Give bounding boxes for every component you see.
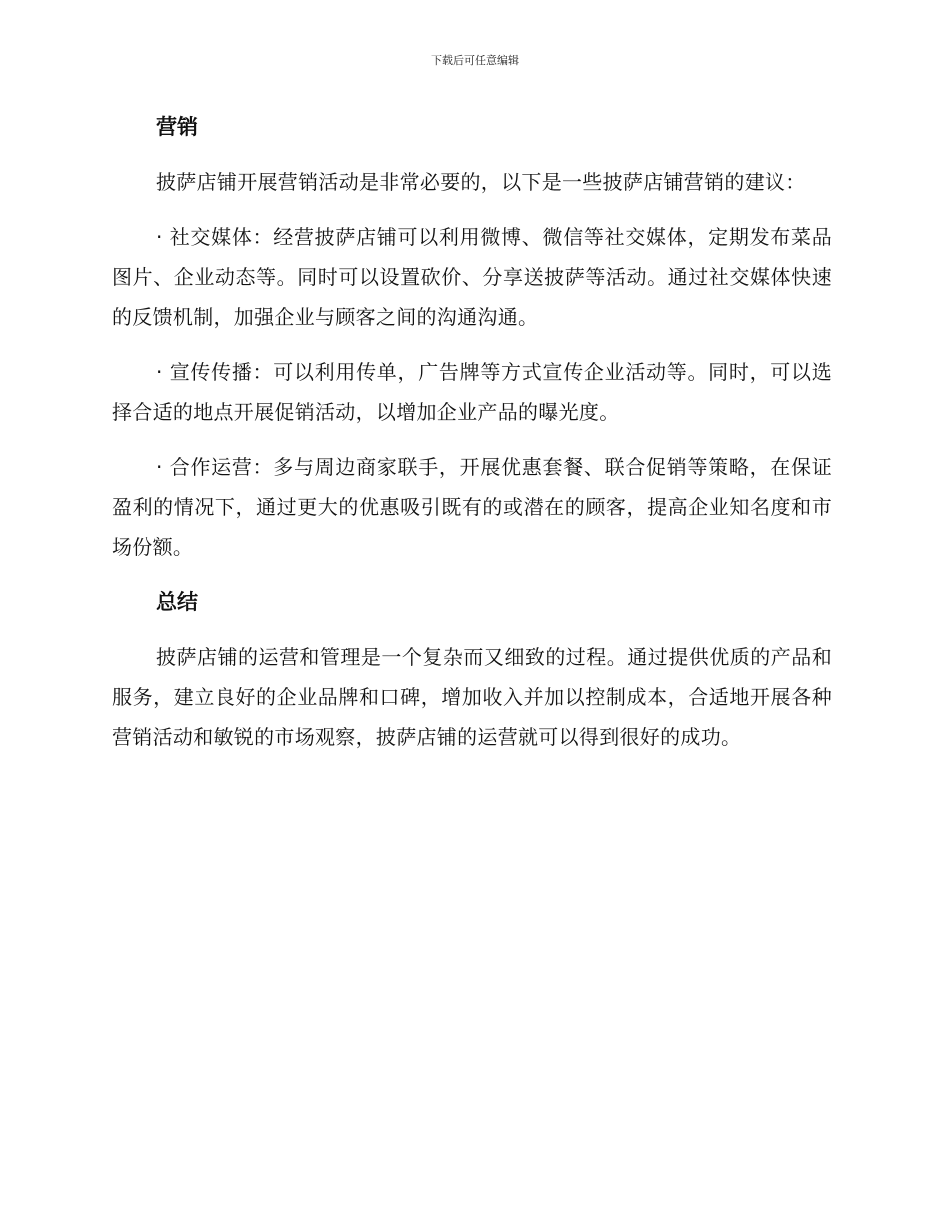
paragraph-social-media: · 社交媒体：经营披萨店铺可以利用微博、微信等社交媒体，定期发布菜品图片、企业动态等。同时可以设置砍价、分享送披萨等活动。通过社交媒体快速的反馈机制，加强企业与顾客之间的沟通沟通。 xyxy=(112,225,832,329)
section-heading-marketing: 营销 xyxy=(156,115,198,139)
paragraph-promotion: · 宣传传播：可以利用传单，广告牌等方式宣传企业活动等。同时，可以选择合适的地点开展促销活动，以增加企业产品的曝光度。 xyxy=(112,360,832,424)
paragraph-marketing-intro: 披萨店铺开展营销活动是非常必要的，以下是一些披萨店铺营销的建议： xyxy=(156,170,806,194)
page-header-note: 下载后可任意编辑 xyxy=(431,54,519,67)
section-heading-summary: 总结 xyxy=(156,590,198,614)
paragraph-summary: 披萨店铺的运营和管理是一个复杂而又细致的过程。通过提供优质的产品和服务，建立良好的企业品牌和口碑，增加收入并加以控制成本，合适地开展各种营销活动和敏锐的市场观察，披萨店铺的运营就可以得到很好的成功。 xyxy=(112,645,832,749)
document-body xyxy=(112,110,832,757)
paragraph-cooperation: · 合作运营：多与周边商家联手，开展优惠套餐、联合促销等策略，在保证盈利的情况下，通过更大的优惠吸引既有的或潜在的顾客，提高企业知名度和市场份额。 xyxy=(112,455,832,559)
